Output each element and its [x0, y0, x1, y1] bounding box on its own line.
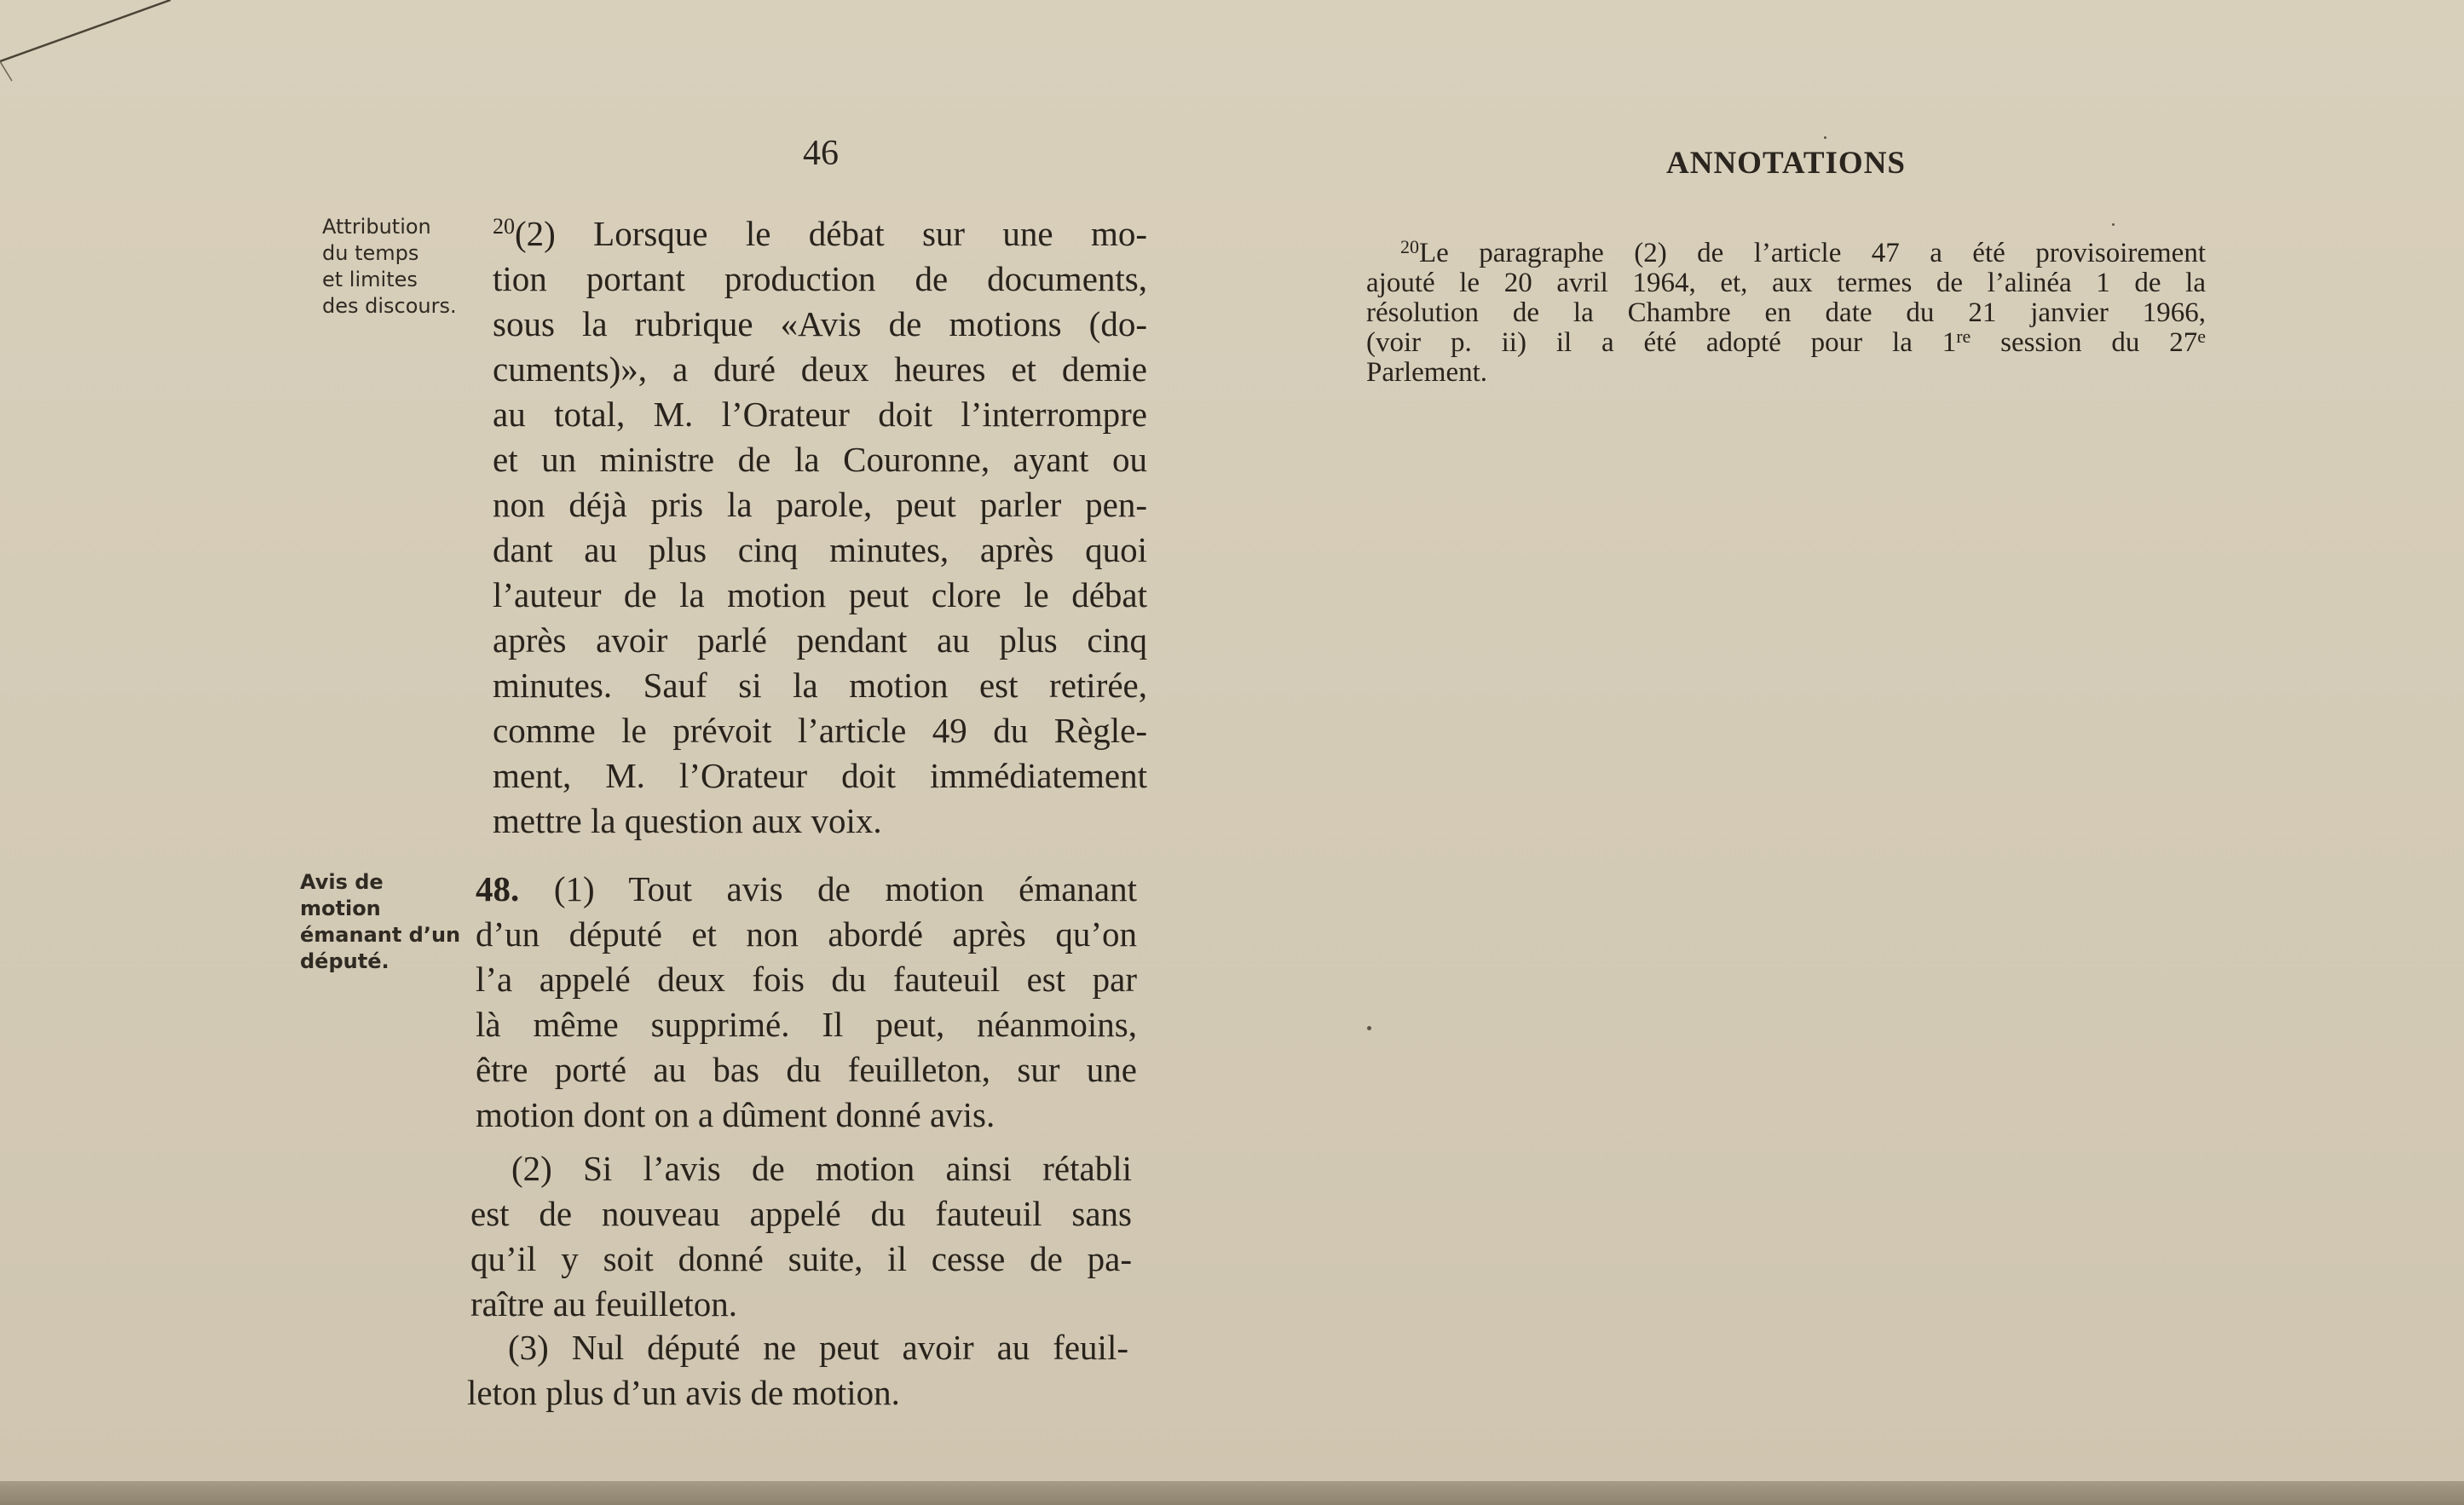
- text-line: après avoir parlé pendant au plus cinq: [493, 620, 1147, 660]
- margin-note-line: député.: [300, 949, 390, 973]
- footnote-marker: 20: [1400, 236, 1419, 257]
- margin-note-attribution: [322, 214, 457, 320]
- text-line: comme le prévoit l’article 49 du Règle-: [493, 711, 1147, 750]
- footnote-line: (voir p. ii) il a été adopté pour la 1re session du 27e: [1366, 326, 2207, 358]
- text-line: raître au feuilleton.: [470, 1284, 738, 1323]
- text-line: mettre la question aux voix.: [493, 801, 882, 840]
- text-line: être porté au bas du feuilleton, sur une: [476, 1050, 1137, 1089]
- text-line: tion portant production de documents,: [493, 259, 1147, 298]
- margin-note-line: émanant d’un: [300, 923, 461, 947]
- text-line: ment, M. l’Orateur doit immédiatement: [493, 756, 1147, 795]
- article-48-paragraph-1: [476, 867, 1137, 1138]
- text-line: leton plus d’un avis de motion.: [467, 1373, 900, 1412]
- article-48-paragraph-3: [467, 1325, 1128, 1416]
- text-line: au total, M. l’Orateur doit l’interrompre: [493, 395, 1147, 434]
- text-line: d’un député et non abordé après qu’on: [476, 914, 1137, 954]
- corner-fold-line: [0, 0, 188, 94]
- margin-note-line: Attribution: [322, 215, 431, 239]
- text-line: cuments)», a duré deux heures et demie: [493, 349, 1147, 389]
- text-line: non déjà pris la parole, peut parler pen-: [493, 485, 1147, 524]
- text-line: (2) Si l’avis de motion ainsi rétabli: [511, 1149, 1132, 1188]
- text-line: l’auteur de la motion peut clore le débat: [493, 575, 1147, 614]
- margin-note-line: des discours.: [322, 294, 457, 318]
- margin-note-line: et limites: [322, 268, 418, 291]
- article-48-paragraph-2: [470, 1146, 1132, 1327]
- margin-note-line: du temps: [322, 241, 419, 265]
- text-line: l’a appelé deux fois du fauteuil est par: [476, 960, 1137, 999]
- margin-note-avis: [300, 869, 460, 975]
- paper-speck: [2112, 223, 2115, 226]
- text-line: est de nouveau appelé du fauteuil sans: [470, 1194, 1132, 1233]
- text-line: là même supprimé. Il peut, néanmoins,: [476, 1005, 1137, 1044]
- article-number: 48.: [476, 869, 520, 908]
- text-line: qu’il y soit donné suite, il cesse de pa-: [470, 1239, 1132, 1278]
- text-line: sous la rubrique «Avis de motions (do-: [493, 304, 1147, 343]
- text-line: 48. (1) Tout avis de motion émanant: [476, 869, 1138, 908]
- footnote-line: résolution de la Chambre en date du 21 janvier 1966,: [1366, 297, 2206, 328]
- paragraph-47-2: [493, 211, 1147, 844]
- paper-speck: [1367, 1026, 1371, 1030]
- footnote-line: Parlement.: [1366, 357, 1488, 388]
- annotations-heading: ANNOTATIONS: [1666, 146, 1907, 181]
- text-line: et un ministre de la Couronne, ayant ou: [493, 440, 1147, 479]
- margin-note-line: motion: [300, 897, 381, 920]
- footnote-ref: 20: [493, 214, 515, 239]
- text-line: $^{20}$(2) Lorsque le débat sur une mo-: [493, 214, 1147, 253]
- footnote-line: ajouté le 20 avril 1964, et, aux termes de l’alinéa 1 de la: [1366, 268, 2206, 298]
- text-line: (3) Nul député ne peut avoir au feuil-: [508, 1328, 1128, 1367]
- text-line: dant au plus cinq minutes, après quoi: [493, 530, 1147, 569]
- page-bottom-edge: [0, 1481, 2464, 1505]
- footnote-line: $^{20}$Le paragraphe (2) de l’article 47 a été provisoirement: [1400, 236, 2206, 268]
- text-line: motion dont on a dûment donné avis.: [476, 1095, 995, 1134]
- annotation-footnote-20: [1366, 236, 2207, 388]
- page-number: 46: [803, 134, 839, 173]
- margin-note-line: Avis de: [300, 870, 384, 894]
- text-line: minutes. Sauf si la motion est retirée,: [493, 666, 1147, 705]
- paper-speck: [1824, 136, 1826, 139]
